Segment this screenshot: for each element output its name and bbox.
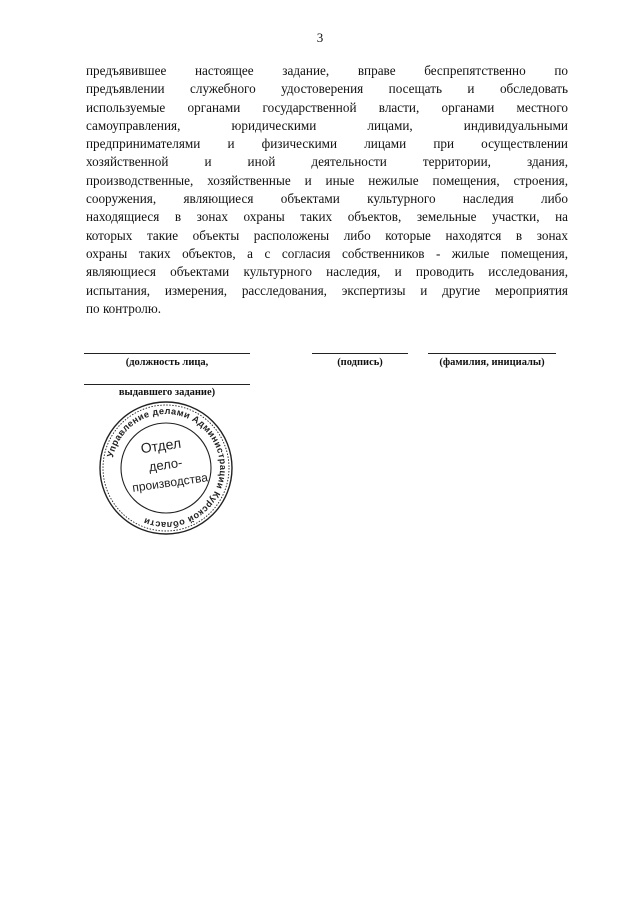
body-line: предпринимателями и физическими лицами при осуществлении (86, 136, 568, 152)
body-line: хозяйственной и иной деятельности территории, здания, (86, 154, 568, 170)
organization-stamp (98, 400, 234, 536)
page-number: 3 (316, 30, 324, 45)
name-signature-line (428, 353, 556, 354)
stamp-center-line-1: Отдел (139, 434, 182, 457)
signature-line (312, 353, 408, 354)
body-line: охраны таких объектов, а с согласия собственников - жилые помещения, (86, 245, 568, 261)
stamp-center-line-3: производства (131, 470, 209, 495)
stamp-center-line-2: дело- (147, 454, 184, 475)
body-line: сооружения, являющиеся объектами культурного наследия либо (86, 191, 568, 207)
name-caption: (фамилия, инициалы) (439, 357, 545, 368)
body-paragraph (86, 62, 568, 318)
body-line: предъявившее настоящее задание, вправе беспрепятственно по (86, 63, 568, 78)
stamp-seal (98, 400, 234, 536)
body-line: самоуправления, юридическими лицами, индивидуальными (86, 117, 568, 133)
position-signature-line (84, 353, 250, 354)
body-line: являющиеся объектами культурного наследия, и проводить исследования, (86, 264, 568, 280)
body-line: используемые органами государственной власти, органами местного (86, 99, 568, 115)
stamp-ring-text: Управление делами Администрации Курской области (105, 405, 229, 531)
body-line: по контролю. (86, 300, 162, 316)
position-caption: (должность лица, (125, 357, 209, 368)
body-line: производственные, хозяйственные и иные нежилые помещения, строения, (86, 172, 568, 188)
signature-caption: (подпись) (337, 357, 383, 368)
body-line: находящиеся в зонах охраны таких объектов, земельные участки, на (86, 209, 568, 225)
body-line: испытания, измерения, расследования, экспертизы и другие мероприятия (86, 282, 568, 298)
position-signature-line-2 (84, 384, 250, 385)
body-line: предъявлении служебного удостоверения посещать и обследовать (86, 81, 568, 97)
body-line: которых такие объекты расположены либо которые находятся в зонах (86, 227, 568, 243)
position-caption-continued: выдавшего задание) (118, 387, 216, 398)
